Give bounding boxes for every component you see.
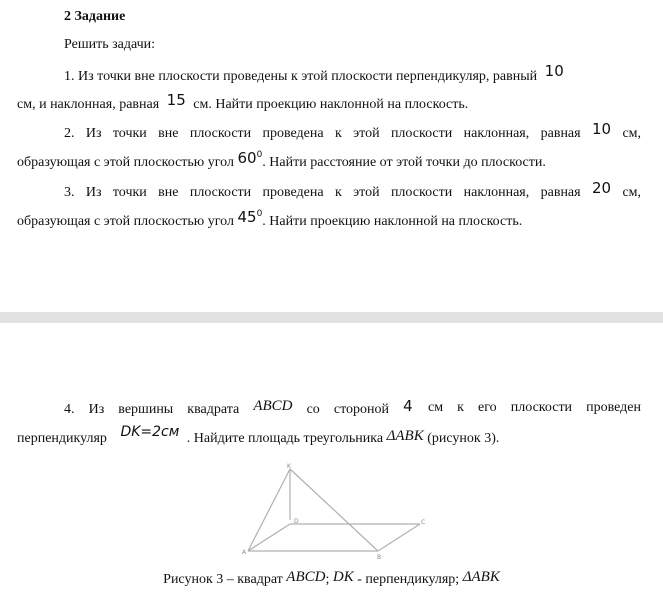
task4-text-2a: перпендикуляр bbox=[17, 431, 107, 446]
caption-separator: ; bbox=[325, 572, 330, 587]
figure-caption bbox=[0, 571, 663, 588]
task1-text-2a: см, и наклонная, равная bbox=[17, 97, 160, 112]
task3-line1 bbox=[64, 179, 642, 201]
task1-text-2b: см. Найти проекцию наклонной на плоскость. bbox=[193, 97, 469, 112]
caption-triangle-name: ΔABK bbox=[462, 569, 500, 585]
task2-line2 bbox=[17, 149, 546, 171]
task2-line1 bbox=[64, 120, 642, 142]
task3-unit: см, bbox=[622, 185, 642, 200]
task1-line2 bbox=[17, 91, 469, 113]
task3-slant-value: 20 bbox=[591, 179, 612, 197]
task4-text-2c: (рисунок 3). bbox=[427, 431, 500, 446]
label-c: C bbox=[421, 519, 426, 526]
task4-side-number: 4 bbox=[403, 397, 413, 415]
line-ka bbox=[248, 469, 290, 551]
task3-degree-mark: 0 bbox=[256, 209, 263, 219]
task4-side-value bbox=[403, 397, 641, 415]
task3-line2 bbox=[17, 208, 523, 230]
label-k: K bbox=[287, 463, 291, 470]
page-separator bbox=[0, 312, 663, 323]
task2-angle-value: 60 bbox=[237, 149, 257, 167]
task4-square-name: ABCD bbox=[253, 398, 293, 414]
task2-text: 2. Из точки вне плоскости проведена к этой плоскости наклонная, равная bbox=[64, 126, 581, 141]
task1-perp-value: 10 bbox=[544, 62, 564, 80]
task1-slant-value: 15 bbox=[166, 91, 186, 109]
task2-text-2a: образующая с этой плоскостью угол bbox=[17, 155, 234, 170]
caption-text-b: - перпендикуляр; bbox=[357, 572, 460, 587]
section-title: 2 Задание bbox=[64, 9, 126, 24]
task2-unit: см, bbox=[622, 126, 642, 141]
task2-text-2b: . Найти расстояние от этой точки до плоскости. bbox=[262, 155, 546, 170]
figure-lines bbox=[248, 469, 420, 551]
task1-line1 bbox=[64, 62, 564, 85]
caption-text-a: Рисунок 3 – квадрат bbox=[163, 572, 283, 587]
task4-line1 bbox=[64, 399, 641, 418]
line-cb bbox=[378, 524, 420, 551]
task3-text: 3. Из точки вне плоскости проведена к этой плоскости наклонная, равная bbox=[64, 185, 581, 200]
task3-angle-value: 45 bbox=[237, 208, 257, 226]
task4-text-1a: 4. Из вершины квадрата bbox=[64, 402, 240, 417]
caption-square-name: ABCD bbox=[286, 569, 326, 585]
task2-slant-value: 10 bbox=[591, 120, 612, 138]
task4-text-2b: . Найдите площадь треугольника bbox=[186, 431, 384, 446]
task3-angle bbox=[237, 208, 262, 226]
line-kb bbox=[290, 469, 378, 551]
label-b: B bbox=[377, 554, 382, 561]
task2-angle bbox=[237, 149, 262, 167]
task3-text-2a: образующая с этой плоскостью угол bbox=[17, 214, 234, 229]
label-d: D bbox=[294, 518, 299, 525]
caption-dk: DK bbox=[332, 569, 354, 585]
figure-3-diagram bbox=[240, 462, 430, 562]
task4-triangle-name: ΔABK bbox=[386, 428, 424, 444]
label-a: A bbox=[242, 549, 247, 556]
task4-text-1b: со стороной bbox=[306, 402, 390, 417]
task3-text-2b: . Найти проекцию наклонной на плоскость. bbox=[262, 214, 523, 229]
task1-text: 1. Из точки вне плоскости проведены к этой плоскости перпендикуляр, равный bbox=[64, 69, 538, 84]
task4-text-1c: см к его плоскости проведен bbox=[428, 400, 642, 415]
section-intro: Решить задачи: bbox=[64, 37, 156, 52]
task2-degree-mark: 0 bbox=[256, 150, 263, 160]
task4-line2 bbox=[17, 424, 500, 447]
task4-dk-equation: DK=2см bbox=[120, 424, 180, 440]
